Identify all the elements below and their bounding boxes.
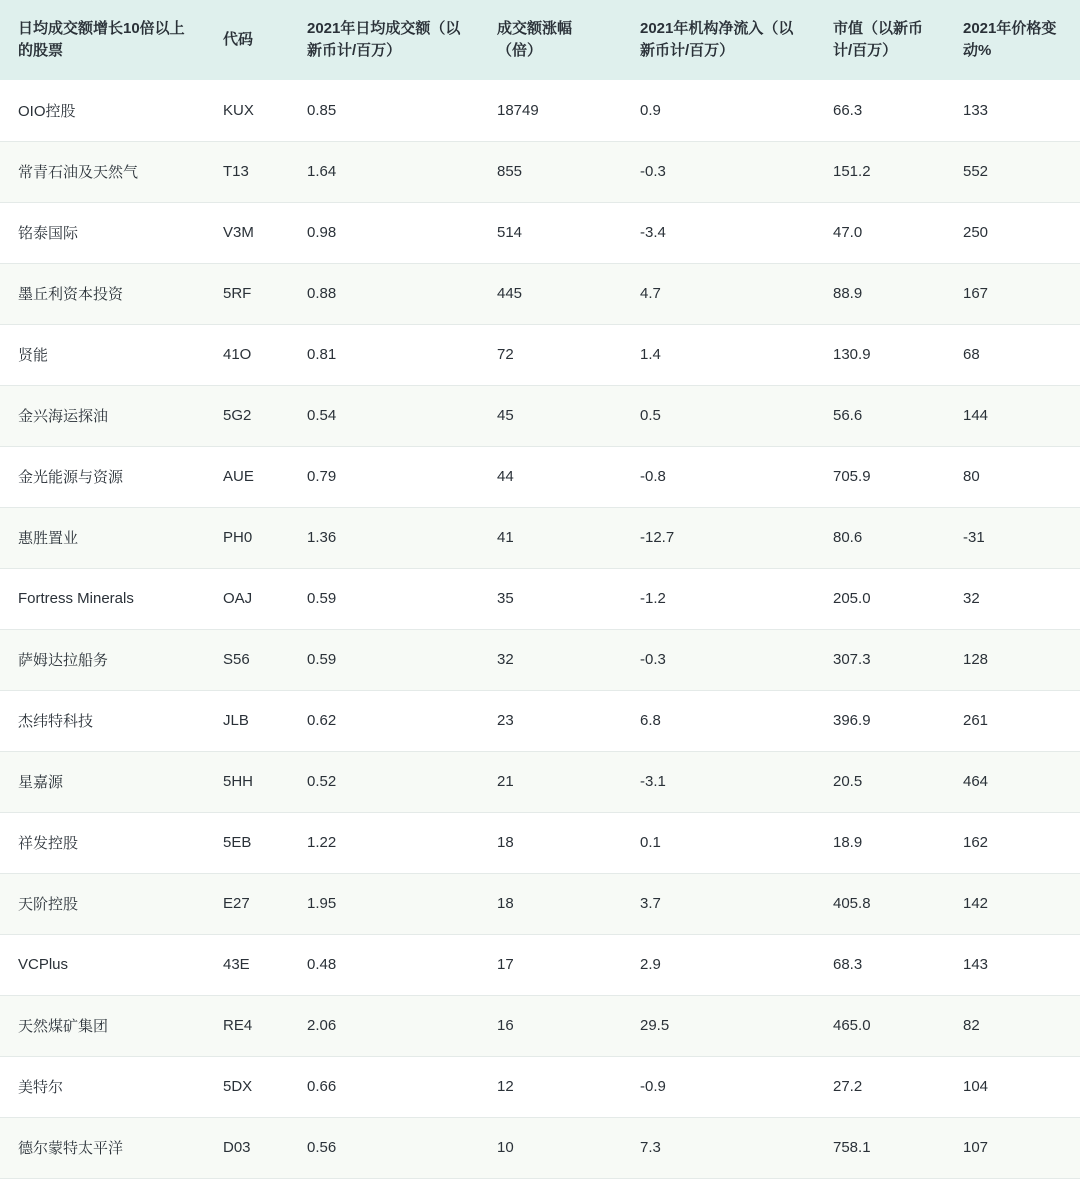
cell-name: OIO控股: [0, 80, 205, 141]
cell-code: 5HH: [205, 751, 289, 812]
cell-name: 天阶控股: [0, 873, 205, 934]
cell-market-cap: 758.1: [815, 1117, 945, 1178]
cell-code: JLB: [205, 690, 289, 751]
cell-code: 43E: [205, 934, 289, 995]
cell-code: 5G2: [205, 385, 289, 446]
column-header-name: 日均成交额增长10倍以上的股票: [0, 0, 205, 80]
table-row: [0, 507, 1080, 568]
table-row: [0, 934, 1080, 995]
cell-price-change: 143: [945, 934, 1080, 995]
cell-price-change: 144: [945, 385, 1080, 446]
cell-code: S56: [205, 629, 289, 690]
cell-turnover-growth: 17: [479, 934, 622, 995]
cell-price-change: 68: [945, 324, 1080, 385]
cell-turnover-growth: 21: [479, 751, 622, 812]
cell-name: 萨姆达拉船务: [0, 629, 205, 690]
cell-turnover-growth: 45: [479, 385, 622, 446]
cell-market-cap: 405.8: [815, 873, 945, 934]
cell-turnover-growth: 445: [479, 263, 622, 324]
cell-avg-turnover: 0.98: [289, 202, 479, 263]
cell-turnover-growth: 35: [479, 568, 622, 629]
cell-market-cap: 56.6: [815, 385, 945, 446]
cell-avg-turnover: 0.62: [289, 690, 479, 751]
cell-code: KUX: [205, 80, 289, 141]
cell-institutional-netflow: -3.1: [622, 751, 815, 812]
cell-avg-turnover: 0.79: [289, 446, 479, 507]
cell-name: 惠胜置业: [0, 507, 205, 568]
cell-code: 5DX: [205, 1056, 289, 1117]
table-row: [0, 446, 1080, 507]
cell-name: 美特尔: [0, 1056, 205, 1117]
cell-name: 金兴海运探油: [0, 385, 205, 446]
cell-market-cap: 396.9: [815, 690, 945, 751]
cell-name: 金光能源与资源: [0, 446, 205, 507]
cell-turnover-growth: 18: [479, 873, 622, 934]
cell-institutional-netflow: -12.7: [622, 507, 815, 568]
cell-avg-turnover: 1.64: [289, 141, 479, 202]
cell-institutional-netflow: 29.5: [622, 995, 815, 1056]
table-row: [0, 1056, 1080, 1117]
cell-avg-turnover: 1.36: [289, 507, 479, 568]
column-header-price-change: 2021年价格变动%: [945, 0, 1080, 80]
cell-code: OAJ: [205, 568, 289, 629]
table-row: [0, 690, 1080, 751]
table-row: [0, 751, 1080, 812]
cell-price-change: 250: [945, 202, 1080, 263]
cell-market-cap: 465.0: [815, 995, 945, 1056]
column-header-market-cap: 市值（以新币计/百万）: [815, 0, 945, 80]
cell-market-cap: 20.5: [815, 751, 945, 812]
cell-price-change: 80: [945, 446, 1080, 507]
cell-avg-turnover: 0.81: [289, 324, 479, 385]
cell-code: 5EB: [205, 812, 289, 873]
cell-institutional-netflow: 0.5: [622, 385, 815, 446]
cell-institutional-netflow: -0.3: [622, 141, 815, 202]
column-header-code: 代码: [205, 0, 289, 80]
cell-name: 德尔蒙特太平洋: [0, 1117, 205, 1178]
cell-turnover-growth: 514: [479, 202, 622, 263]
table-row: [0, 873, 1080, 934]
cell-market-cap: 307.3: [815, 629, 945, 690]
cell-turnover-growth: 18: [479, 812, 622, 873]
cell-institutional-netflow: 7.3: [622, 1117, 815, 1178]
cell-avg-turnover: 0.88: [289, 263, 479, 324]
cell-turnover-growth: 23: [479, 690, 622, 751]
cell-avg-turnover: 0.52: [289, 751, 479, 812]
cell-name: 天然煤矿集团: [0, 995, 205, 1056]
cell-turnover-growth: 41: [479, 507, 622, 568]
cell-price-change: 167: [945, 263, 1080, 324]
cell-institutional-netflow: -0.9: [622, 1056, 815, 1117]
cell-turnover-growth: 16: [479, 995, 622, 1056]
cell-name: 祥发控股: [0, 812, 205, 873]
cell-price-change: 107: [945, 1117, 1080, 1178]
table-header-row: [0, 0, 1080, 80]
cell-market-cap: 205.0: [815, 568, 945, 629]
cell-code: RE4: [205, 995, 289, 1056]
table-row: [0, 995, 1080, 1056]
cell-market-cap: 18.9: [815, 812, 945, 873]
cell-price-change: 104: [945, 1056, 1080, 1117]
cell-code: 5RF: [205, 263, 289, 324]
table-body: [0, 80, 1080, 1178]
cell-avg-turnover: 0.85: [289, 80, 479, 141]
column-header-turnover-growth: 成交额涨幅（倍）: [479, 0, 622, 80]
cell-name: 常青石油及天然气: [0, 141, 205, 202]
cell-name: 铭泰国际: [0, 202, 205, 263]
cell-code: 41O: [205, 324, 289, 385]
cell-code: D03: [205, 1117, 289, 1178]
cell-name: 贤能: [0, 324, 205, 385]
table-row: [0, 568, 1080, 629]
table-row: [0, 629, 1080, 690]
cell-avg-turnover: 0.66: [289, 1056, 479, 1117]
cell-market-cap: 130.9: [815, 324, 945, 385]
cell-market-cap: 151.2: [815, 141, 945, 202]
cell-institutional-netflow: 0.1: [622, 812, 815, 873]
cell-avg-turnover: 0.59: [289, 629, 479, 690]
table-header: [0, 0, 1080, 80]
cell-price-change: -31: [945, 507, 1080, 568]
cell-code: V3M: [205, 202, 289, 263]
cell-institutional-netflow: 2.9: [622, 934, 815, 995]
cell-turnover-growth: 72: [479, 324, 622, 385]
cell-market-cap: 88.9: [815, 263, 945, 324]
table-row: [0, 202, 1080, 263]
cell-price-change: 133: [945, 80, 1080, 141]
cell-name: VCPlus: [0, 934, 205, 995]
cell-name: 星嘉源: [0, 751, 205, 812]
cell-price-change: 128: [945, 629, 1080, 690]
column-header-institutional-netflow: 2021年机构净流入（以新币计/百万）: [622, 0, 815, 80]
cell-institutional-netflow: -3.4: [622, 202, 815, 263]
cell-turnover-growth: 44: [479, 446, 622, 507]
cell-market-cap: 68.3: [815, 934, 945, 995]
cell-avg-turnover: 1.22: [289, 812, 479, 873]
cell-avg-turnover: 0.56: [289, 1117, 479, 1178]
cell-avg-turnover: 1.95: [289, 873, 479, 934]
cell-price-change: 82: [945, 995, 1080, 1056]
cell-market-cap: 47.0: [815, 202, 945, 263]
cell-price-change: 464: [945, 751, 1080, 812]
cell-institutional-netflow: 3.7: [622, 873, 815, 934]
cell-institutional-netflow: -1.2: [622, 568, 815, 629]
cell-avg-turnover: 2.06: [289, 995, 479, 1056]
cell-institutional-netflow: -0.8: [622, 446, 815, 507]
table-row: [0, 263, 1080, 324]
cell-market-cap: 705.9: [815, 446, 945, 507]
cell-market-cap: 27.2: [815, 1056, 945, 1117]
cell-market-cap: 66.3: [815, 80, 945, 141]
cell-avg-turnover: 0.54: [289, 385, 479, 446]
cell-price-change: 162: [945, 812, 1080, 873]
column-header-avg-turnover: 2021年日均成交额（以新币计/百万）: [289, 0, 479, 80]
cell-price-change: 142: [945, 873, 1080, 934]
cell-name: 杰纬特科技: [0, 690, 205, 751]
cell-market-cap: 80.6: [815, 507, 945, 568]
cell-code: T13: [205, 141, 289, 202]
cell-turnover-growth: 32: [479, 629, 622, 690]
cell-institutional-netflow: 1.4: [622, 324, 815, 385]
table-row: [0, 1117, 1080, 1178]
cell-price-change: 32: [945, 568, 1080, 629]
cell-institutional-netflow: -0.3: [622, 629, 815, 690]
cell-name: 墨丘利资本投资: [0, 263, 205, 324]
table-row: [0, 385, 1080, 446]
cell-turnover-growth: 12: [479, 1056, 622, 1117]
table-row: [0, 812, 1080, 873]
table-row: [0, 80, 1080, 141]
cell-institutional-netflow: 6.8: [622, 690, 815, 751]
cell-code: AUE: [205, 446, 289, 507]
cell-price-change: 261: [945, 690, 1080, 751]
table-row: [0, 324, 1080, 385]
cell-avg-turnover: 0.48: [289, 934, 479, 995]
table-row: [0, 141, 1080, 202]
cell-turnover-growth: 10: [479, 1117, 622, 1178]
cell-institutional-netflow: 4.7: [622, 263, 815, 324]
cell-price-change: 552: [945, 141, 1080, 202]
cell-avg-turnover: 0.59: [289, 568, 479, 629]
cell-name: Fortress Minerals: [0, 568, 205, 629]
cell-turnover-growth: 855: [479, 141, 622, 202]
cell-code: PH0: [205, 507, 289, 568]
cell-institutional-netflow: 0.9: [622, 80, 815, 141]
cell-code: E27: [205, 873, 289, 934]
cell-turnover-growth: 18749: [479, 80, 622, 141]
